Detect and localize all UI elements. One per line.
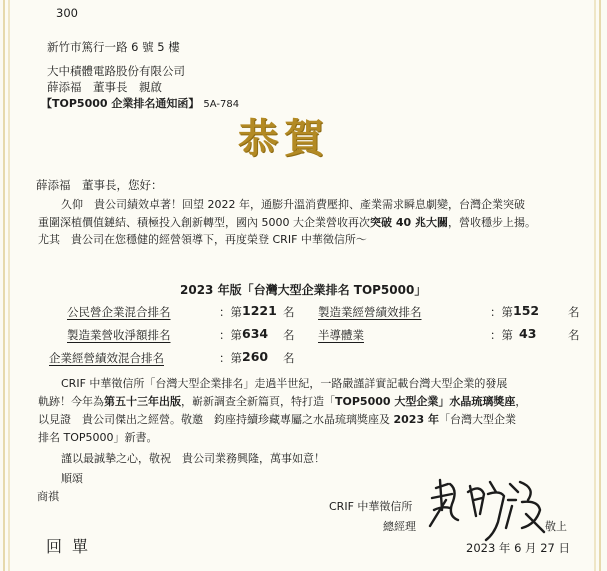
notice-title-text: 【TOP5000 企業排名通知函】: [41, 97, 200, 110]
closing-regards: 順頌: [61, 472, 83, 485]
paragraph2-line2: [38, 395, 526, 409]
closing-business: 商祺: [37, 490, 59, 503]
p2-line2-part5: ，: [515, 395, 527, 408]
ranking-row-label: 企業經營績效混合排名: [49, 351, 164, 365]
signature-org: CRIF 中華徵信所: [329, 500, 413, 513]
p2-line2-part3: ，嶄新調查全新篇頁，特打造「: [181, 395, 335, 408]
p2-line3-part3: 「台灣大型企業: [438, 413, 516, 426]
signature-title: 總經理: [383, 520, 416, 533]
ranking-row-label: 製造業經營績效排名: [318, 305, 422, 319]
paragraph2-line1: CRIF 中華徵信所「台灣大型企業排名」走過半世紀，一路嚴謹詳實記載台灣大型企業的發展: [61, 377, 508, 390]
colon: ：第: [219, 351, 242, 365]
congratulations-heading: 恭賀: [238, 115, 330, 162]
ranking-row-unit: 名: [283, 328, 295, 342]
signature-date: 2023 年 6 月 27 日: [466, 541, 570, 555]
ranking-row-unit: 名: [283, 305, 295, 319]
ranking-row-unit: 名: [568, 328, 580, 342]
ranking-title: 2023 年版「台灣大型企業排名 TOP5000」: [180, 283, 427, 297]
ranking-row-unit: 名: [568, 305, 580, 319]
p2-highlight-trophy: TOP5000 大型企業」水晶琉璃獎座: [335, 395, 516, 408]
closing-wish: 謹以最誠摯之心，敬祝 貴公司業務興隆，萬事如意！: [61, 452, 325, 465]
colon: ：第: [490, 328, 513, 342]
ranking-row-value: 1221: [242, 303, 277, 318]
ranking-row-label: 公民營企業混合排名: [67, 305, 171, 319]
paragraph1-line3: 尤其 貴公司在您穩健的經營領導下，再度榮登 CRIF 中華徵信所～: [38, 233, 367, 246]
paragraph2-line3: [38, 413, 516, 427]
p2-highlight-2023: 2023 年: [393, 413, 439, 426]
ranking-row-value: 152: [513, 303, 540, 318]
notice-code: 5A-784: [203, 99, 240, 110]
recipient-line: 薛添福 董事長 親啟: [47, 80, 162, 94]
ranking-row-value: 634: [242, 326, 269, 341]
handwritten-signature: [418, 470, 558, 550]
p2-highlight-53rd-year: 第五十三年出版: [104, 395, 181, 408]
p1-line2-part1: 重圍深植價值鏈結、積極投入創新轉型，國內 5000 大企業營收再次: [38, 216, 370, 229]
notice-title: [41, 97, 239, 112]
colon: ：第: [490, 305, 513, 319]
ranking-row-unit: 名: [283, 351, 295, 365]
p1-line2-part3: ，營收穩步上揚。: [447, 216, 536, 229]
ranking-row-label: 半導體業: [318, 328, 364, 342]
colon: ：第: [219, 305, 242, 319]
salutation: 薛添福 董事長，您好：: [36, 178, 163, 192]
zip-code: 300: [56, 6, 78, 20]
p1-highlight-40-trillion: 突破 40 兆大關: [370, 216, 448, 229]
reply-slip-title: 回單: [46, 537, 99, 556]
signature-suffix: 敬上: [545, 520, 567, 533]
p2-line3-part1: 以見證 貴公司傑出之經營。敬邀 鈞座持續珍藏專屬之水晶琉璃獎座及: [38, 413, 394, 426]
company-name: 大中積體電路股份有限公司: [47, 64, 185, 78]
ranking-row-value: 260: [242, 349, 269, 364]
colon: ：第: [219, 328, 242, 342]
paragraph1-line1: 久仰 貴公司績效卓著！回望 2022 年，通膨升溫消費壓抑、產業需求瞬息劇變，台灣企業突破: [61, 198, 525, 211]
paragraph1-line2: [38, 216, 536, 230]
p2-line2-part1: 軌跡！今年為: [38, 395, 104, 408]
ranking-row-value: 43: [519, 326, 537, 341]
paragraph2-line4: 排名 TOP5000」新書。: [38, 431, 158, 444]
street-address: 新竹市篤行一路 6 號 5 樓: [47, 40, 180, 54]
ranking-row-label: 製造業營收淨額排名: [67, 328, 171, 342]
